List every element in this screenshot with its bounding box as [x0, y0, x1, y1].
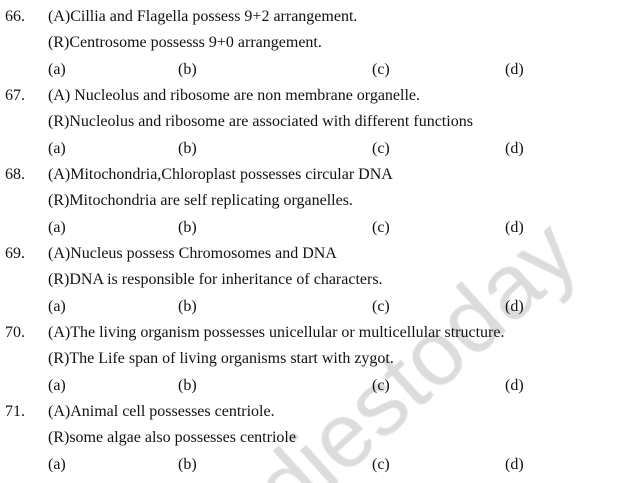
option-d[interactable]: (d): [505, 298, 524, 315]
option-a[interactable]: (a): [48, 456, 66, 473]
option-a[interactable]: (a): [48, 61, 66, 78]
question-line: [0, 323, 621, 343]
option-c[interactable]: (c): [372, 219, 390, 236]
question-line: [0, 86, 621, 106]
question-line: [0, 270, 621, 290]
question-line: [0, 376, 621, 396]
option-c[interactable]: (c): [372, 140, 390, 157]
question-line: [0, 139, 621, 159]
assertion-text: (A)Nucleus possess Chromosomes and DNA: [48, 245, 337, 262]
question-number: 66.: [5, 8, 25, 25]
question-number: 69.: [5, 245, 25, 262]
option-a[interactable]: (a): [48, 298, 66, 315]
assertion-text: (A) Nucleolus and ribosome are non membrane organelle.: [48, 87, 421, 104]
reason-text: (R)Nucleolus and ribosome are associated with different functions: [48, 113, 473, 130]
reason-text: (R)The Life span of living organisms start with zygot.: [48, 350, 394, 367]
option-d[interactable]: (d): [505, 140, 524, 157]
reason-text: (R)Centrosome possesss 9+0 arrangement.: [48, 34, 322, 51]
option-c[interactable]: (c): [372, 298, 390, 315]
option-b[interactable]: (b): [178, 377, 197, 394]
question-line: [0, 402, 621, 422]
question-number: 70.: [5, 324, 25, 341]
reason-text: (R)some algae also possesses centriole: [48, 429, 296, 446]
question-line: [0, 244, 621, 264]
option-b[interactable]: (b): [178, 456, 197, 473]
option-d[interactable]: (d): [505, 456, 524, 473]
assertion-text: (A)Cillia and Flagella possess 9+2 arrangement.: [48, 8, 358, 25]
option-b[interactable]: (b): [178, 298, 197, 315]
option-b[interactable]: (b): [178, 219, 197, 236]
reason-text: (R)Mitochondria are self replicating organelles.: [48, 192, 353, 209]
question-number: 68.: [5, 166, 25, 183]
question-line: [0, 349, 621, 369]
option-a[interactable]: (a): [48, 377, 66, 394]
question-number: 67.: [5, 87, 25, 104]
assertion-text: (A)Animal cell possesses centriole.: [48, 403, 275, 420]
assertion-text: (A)Mitochondria,Chloroplast possesses circular DNA: [48, 166, 393, 183]
question-line: [0, 297, 621, 317]
option-b[interactable]: (b): [178, 61, 197, 78]
question-line: [0, 191, 621, 211]
question-line: [0, 218, 621, 238]
option-d[interactable]: (d): [505, 61, 524, 78]
question-line: [0, 455, 621, 475]
reason-text: (R)DNA is responsible for inheritance of characters.: [48, 271, 383, 288]
option-c[interactable]: (c): [372, 61, 390, 78]
option-d[interactable]: (d): [505, 219, 524, 236]
option-b[interactable]: (b): [178, 140, 197, 157]
question-line: [0, 33, 621, 53]
question-line: [0, 165, 621, 185]
option-c[interactable]: (c): [372, 456, 390, 473]
question-line: [0, 428, 621, 448]
option-a[interactable]: (a): [48, 219, 66, 236]
option-a[interactable]: (a): [48, 140, 66, 157]
question-line: [0, 60, 621, 80]
assertion-text: (A)The living organism possesses unicellular or multicellular structure.: [48, 324, 505, 341]
option-c[interactable]: (c): [372, 377, 390, 394]
question-line: [0, 112, 621, 132]
question-number: 71.: [5, 403, 25, 420]
question-line: [0, 7, 621, 27]
option-d[interactable]: (d): [505, 377, 524, 394]
